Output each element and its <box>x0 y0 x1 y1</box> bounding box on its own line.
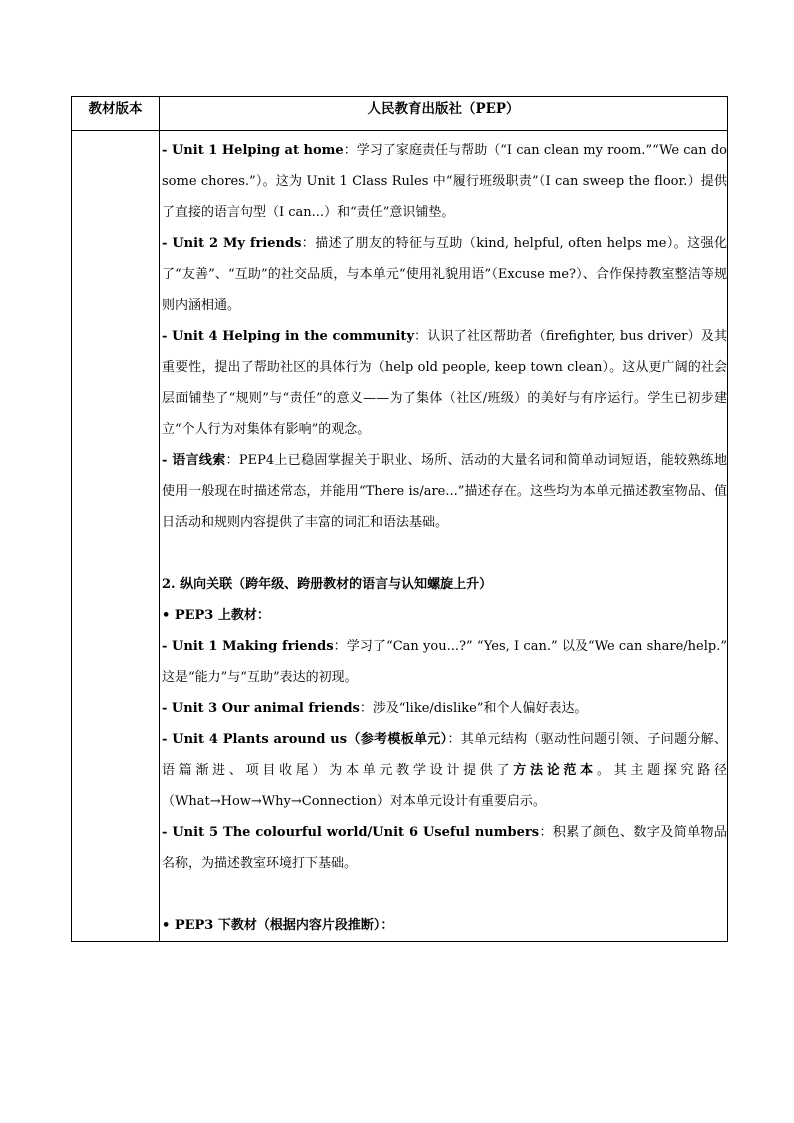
subheading-pep3-first <box>162 600 727 631</box>
subheading-text: • PEP3 下教材（根据内容片段推断）： <box>162 918 394 933</box>
paragraph-lead: - Unit 3 Our animal friends <box>162 701 360 716</box>
blank-line <box>162 538 727 569</box>
paragraph-lead: - Unit 5 The colourful world/Unit 6 Useful numbers <box>162 825 540 840</box>
header-publisher: 人民教育出版社（PEP） <box>160 97 728 131</box>
paragraph-language-clues <box>162 445 727 538</box>
paragraph-unit4-community <box>162 321 727 445</box>
header-textbook-version: 教材版本 <box>72 97 160 131</box>
paragraph-unit1-helping-at-home <box>162 135 727 228</box>
content-body <box>160 131 727 941</box>
curriculum-table <box>71 96 728 942</box>
content-cell <box>160 131 728 942</box>
left-empty-cell <box>72 131 160 942</box>
paragraph-unit2-my-friends <box>162 228 727 321</box>
paragraph-plants-around-us <box>162 724 727 817</box>
paragraph-lead: - Unit 4 Plants around us（参考模板单元） <box>162 732 448 747</box>
paragraph-text: ：积累了颜色、数字及简单物品名称，为描述教室环境打下基础。 <box>162 825 727 871</box>
paragraph-text: ：其单元结构（驱动性问题引领、子问题分解、语篇渐进、项目收尾）为本单元教学设计提供了 <box>162 732 727 778</box>
paragraph-emphasis: 方法论范本 <box>513 763 597 778</box>
paragraph-text: ：认识了社区帮助者（firefighter, bus driver）及其重要性，提出了帮助社区的具体行为（help old people, keep town clean）。这从更广阔的社会层面铺垫了“规则”与“责任”的意义——为了集体（社区/班级）的美好与有序运行。学生已初步建立“个人行为对集体有影响”的观念。 <box>162 329 727 437</box>
table-header-row <box>72 97 728 131</box>
paragraph-text: ：涉及“like/dislike”和个人偏好表达。 <box>359 701 588 716</box>
paragraph-text: 。其主题探究路径（What→How→Why→Connection）对本单元设计有重要启示。 <box>162 763 727 809</box>
paragraph-lead: - Unit 2 My friends <box>162 236 302 251</box>
paragraph-animal-friends <box>162 693 727 724</box>
blank-line <box>162 879 727 910</box>
paragraph-lead: - Unit 1 Making friends <box>162 639 334 654</box>
paragraph-text: ：描述了朋友的特征与互助（kind, helpful, often helps me）。这强化了“友善”、“互助”的社交品质，与本单元“使用礼貌用语”（Excuse me?）、合作保持教室整洁等规则内涵相通。 <box>162 236 727 313</box>
subheading-text: • PEP3 上教材： <box>162 608 270 623</box>
section-heading <box>162 569 727 600</box>
paragraph-lead: - Unit 1 Helping at home <box>162 143 344 158</box>
paragraph-text: ：学习了“Can you...?” “Yes, I can.” 以及“We can share/help.” 这是“能力”与“互助”表达的初现。 <box>162 639 727 685</box>
table-content-row <box>72 131 728 942</box>
paragraph-lead: - Unit 4 Helping in the community <box>162 329 414 344</box>
paragraph-lead: - 语言线索 <box>162 453 226 468</box>
paragraph-colourful-world <box>162 817 727 879</box>
paragraph-text: ：学习了家庭责任与帮助（“I can clean my room.”“We can do some chores.”）。这为 Unit 1 Class Rules 中“履行班级职责”（I can sweep the floor.）提供了直接的语言句型（I can...）和“责任”意识铺垫。 <box>162 143 727 220</box>
subheading-pep3-second <box>162 910 727 941</box>
section-heading-text: 2. 纵向关联（跨年级、跨册教材的语言与认知螺旋上升） <box>162 577 493 592</box>
paragraph-text: ：PEP4上已稳固掌握关于职业、场所、活动的大量名词和简单动词短语，能较熟练地使用一般现在时描述常态，并能用“There is/are...”描述存在。这些均为本单元描述教室物品、值日活动和规则内容提供了丰富的词汇和语法基础。 <box>162 453 727 530</box>
paragraph-making-friends <box>162 631 727 693</box>
